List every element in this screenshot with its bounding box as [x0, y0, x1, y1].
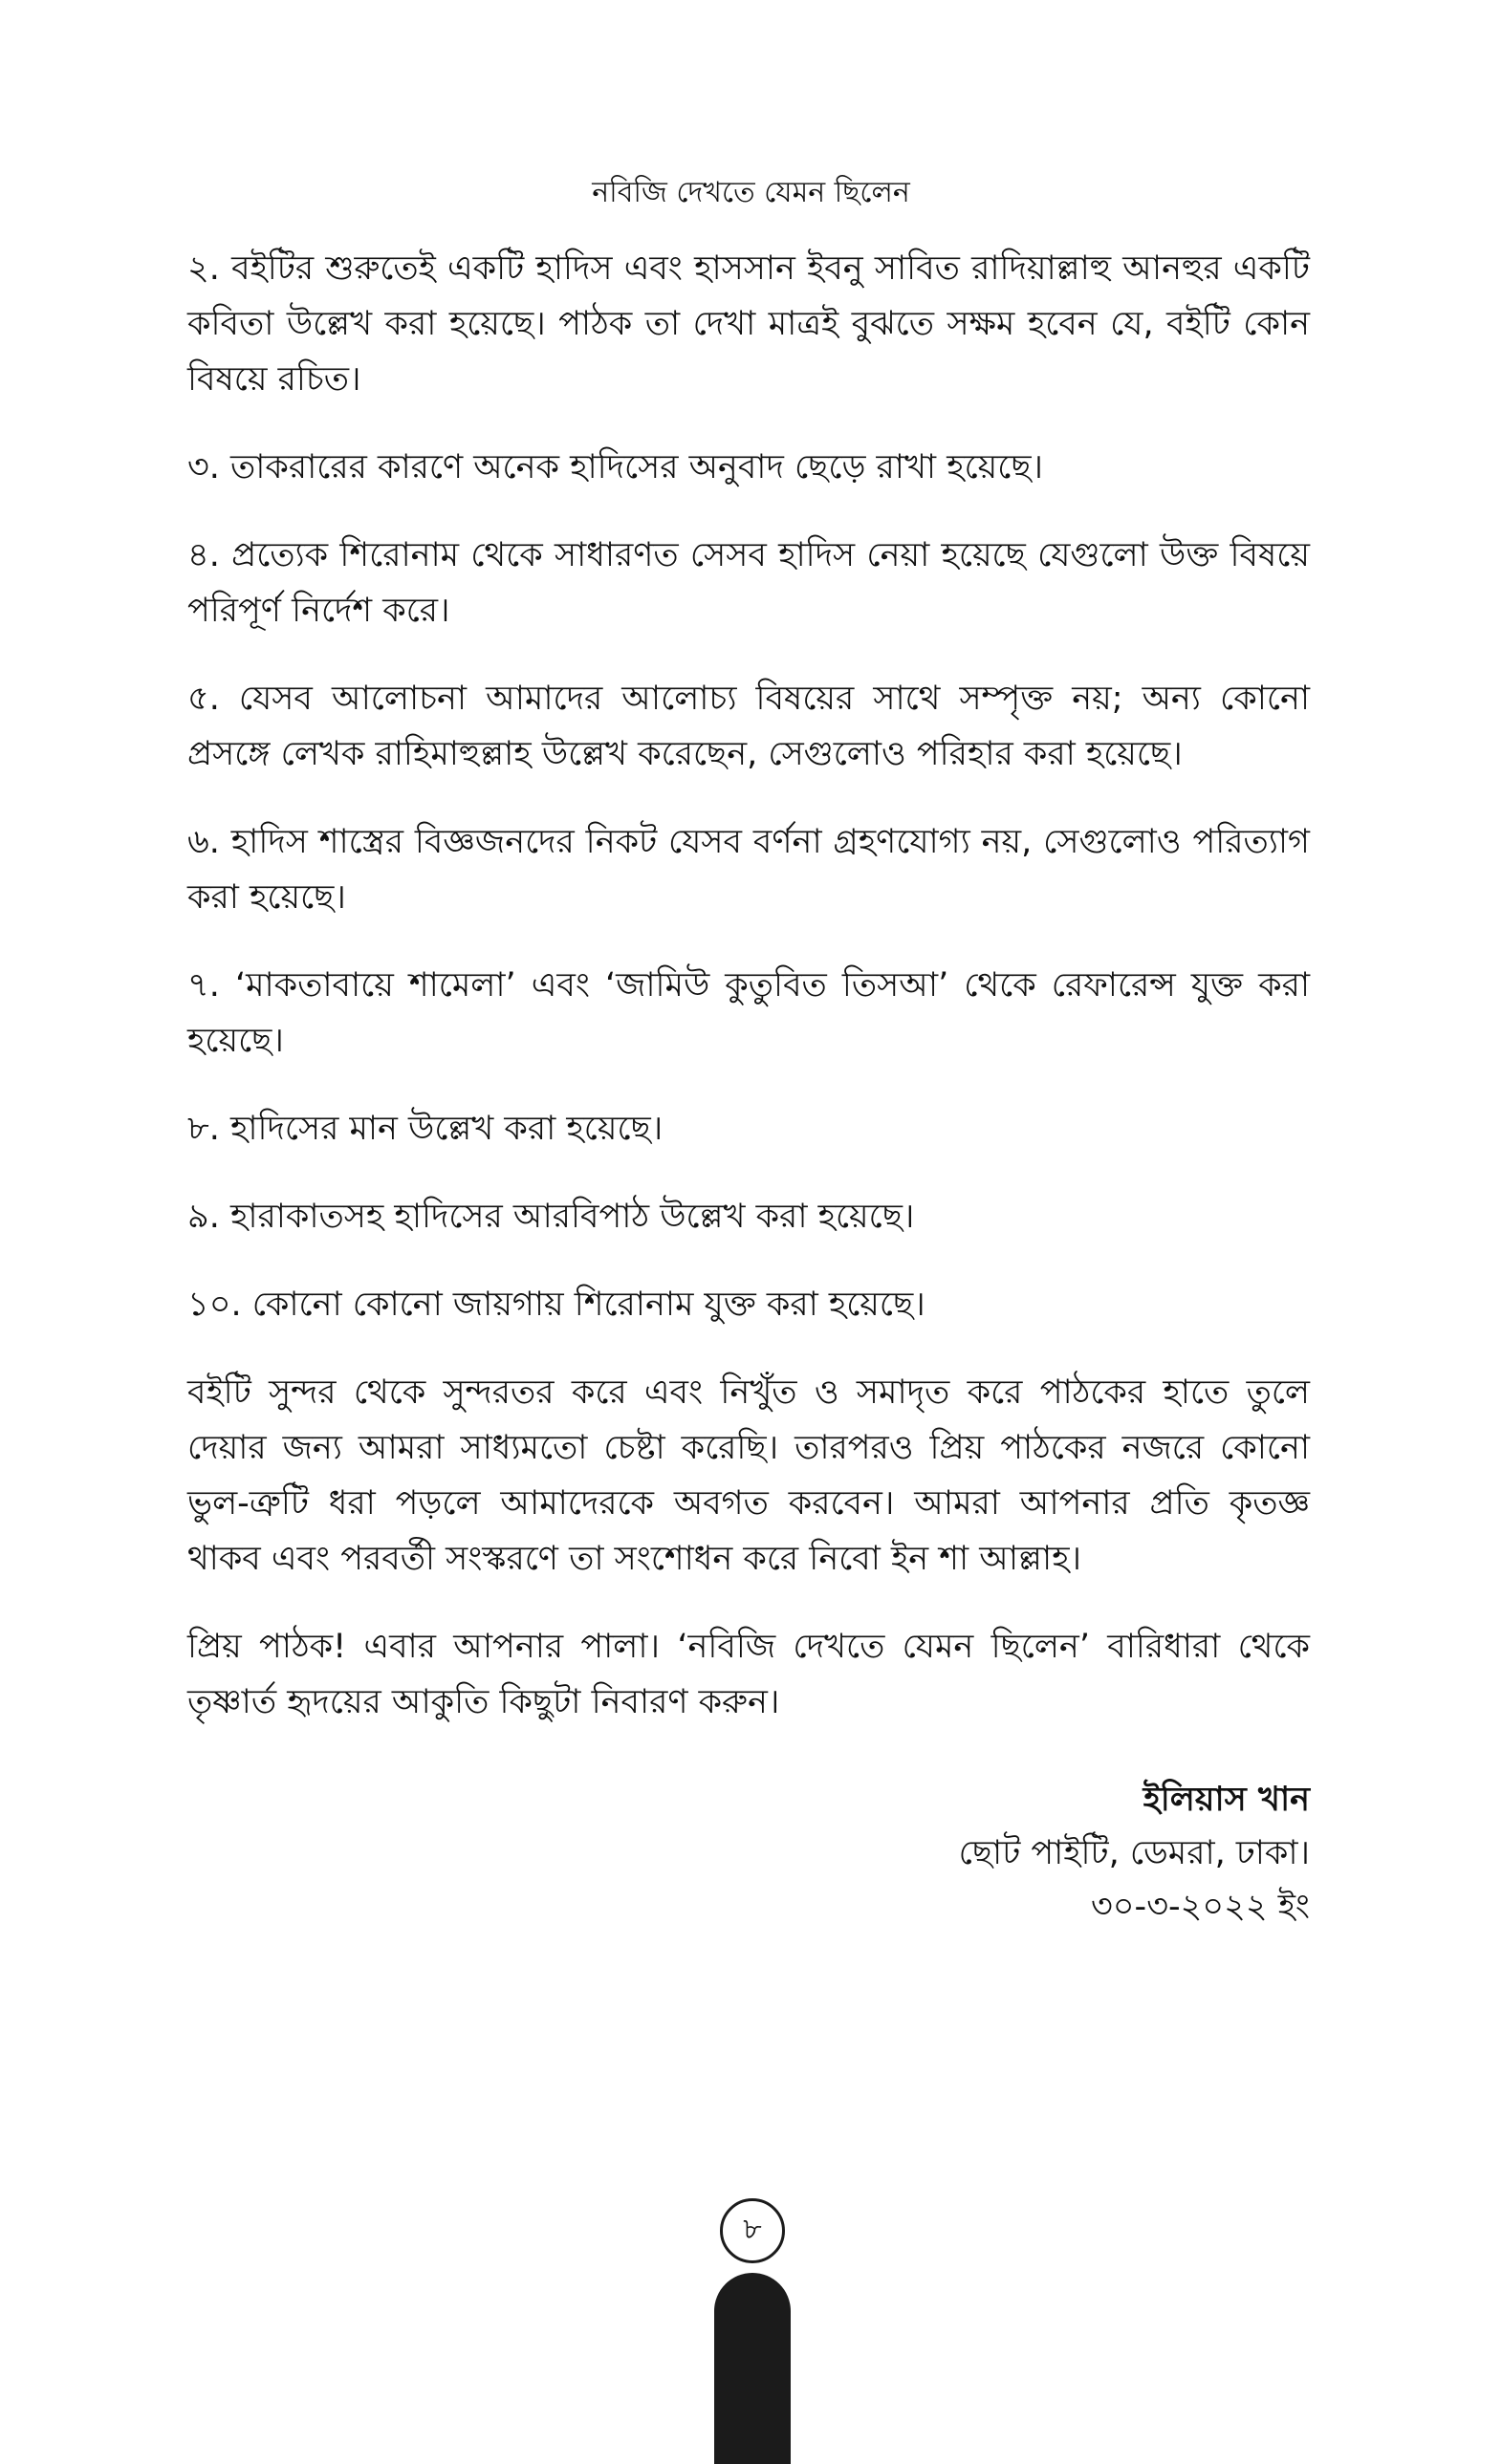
- signature-date: ৩০-৩-২০২২ ইং: [1091, 1888, 1310, 1926]
- author-address: ছোট পাইটি, ডেমরা, ঢাকা।: [958, 1834, 1310, 1872]
- paragraph-point-10: ১০. কোনো কোনো জায়গায় শিরোনাম যুক্ত করা হয়েছে।: [187, 1286, 925, 1324]
- paragraph-invitation: প্রিয় পাঠক! এবার আপনার পালা। ‘নবিজি দেখতে যেমন ছিলেন’ বারিধারা থেকে তৃষ্ণার্ত হৃদয়ের আকুতি কিছুটা নিবারণ করুন।: [187, 1628, 1310, 1721]
- paragraph-point-4: ৪. প্রত্যেক শিরোনাম থেকে সাধারণত সেসব হাদিস নেয়া হয়েছে যেগুলো উক্ত বিষয়ে পরিপূর্ণ নির্দেশ করে।: [187, 536, 1310, 630]
- body-text: [187, 241, 1310, 1762]
- paragraph-point-2: ২. বইটির শুরুতেই একটি হাদিস এবং হাসসান ইবনু সাবিত রাদিয়াল্লাহু আনহুর একটি কবিতা উল্লেখ করা হয়েছে। পাঠক তা দেখা মাত্রই বুঝতে সক্ষম হবেন যে, বইটি কোন বিষয়ে রচিত।: [187, 249, 1310, 399]
- paragraph-point-3: ৩. তাকরারের কারণে অনেক হাদিসের অনুবাদ ছেড়ে রাখা হয়েছে।: [187, 448, 1044, 486]
- paragraph-point-7: ৭. ‘মাকতাবায়ে শামেলা’ এবং ‘জামিউ কুতুবিত তিসআ’ থেকে রেফারেন্স যুক্ত করা হয়েছে।: [187, 966, 1310, 1060]
- paragraph-point-6: ৬. হাদিস শাস্ত্রের বিজ্ঞজনদের নিকট যেসব বর্ণনা গ্রহণযোগ্য নয়, সেগুলোও পরিত্যাগ করা হয়েছে।: [187, 823, 1310, 917]
- author-name: ইলিয়াস খান: [1143, 1781, 1310, 1819]
- paragraph-point-9: ৯. হারাকাতসহ হাদিসের আরবিপাঠ উল্লেখ করা হয়েছে।: [187, 1198, 915, 1236]
- paragraph-point-5: ৫. যেসব আলোচনা আমাদের আলোচ্য বিষয়ের সাথে সম্পৃক্ত নয়; অন্য কোনো প্রসঙ্গে লেখক রাহিমাহুল্লাহ উল্লেখ করেছেন, সেগুলোও পরিহার করা হয়েছে।: [187, 680, 1310, 773]
- paragraph-closing: বইটি সুন্দর থেকে সুন্দরতর করে এবং নিখুঁত ও সমাদৃত করে পাঠকের হাতে তুলে দেয়ার জন্য আমরা সাধ্যমতো চেষ্টা করেছি। তারপরও প্রিয় পাঠকের নজরে কোনো ভুল-ত্রুটি ধরা পড়লে আমাদেরকে অবগত করবেন। আমরা আপনার প্রতি কৃতজ্ঞ থাকব এবং পরবর্তী সংস্করণে তা সংশোধন করে নিবো ইন শা আল্লাহ।: [187, 1373, 1310, 1578]
- page-number: ৮: [720, 2198, 785, 2263]
- page-number-tab: [714, 2273, 791, 2464]
- paragraph-point-8: ৮. হাদিসের মান উল্লেখ করা হয়েছে।: [187, 1110, 664, 1148]
- signature-block: [545, 1773, 1310, 1934]
- running-header: নবিজি দেখতে যেমন ছিলেন: [592, 176, 910, 209]
